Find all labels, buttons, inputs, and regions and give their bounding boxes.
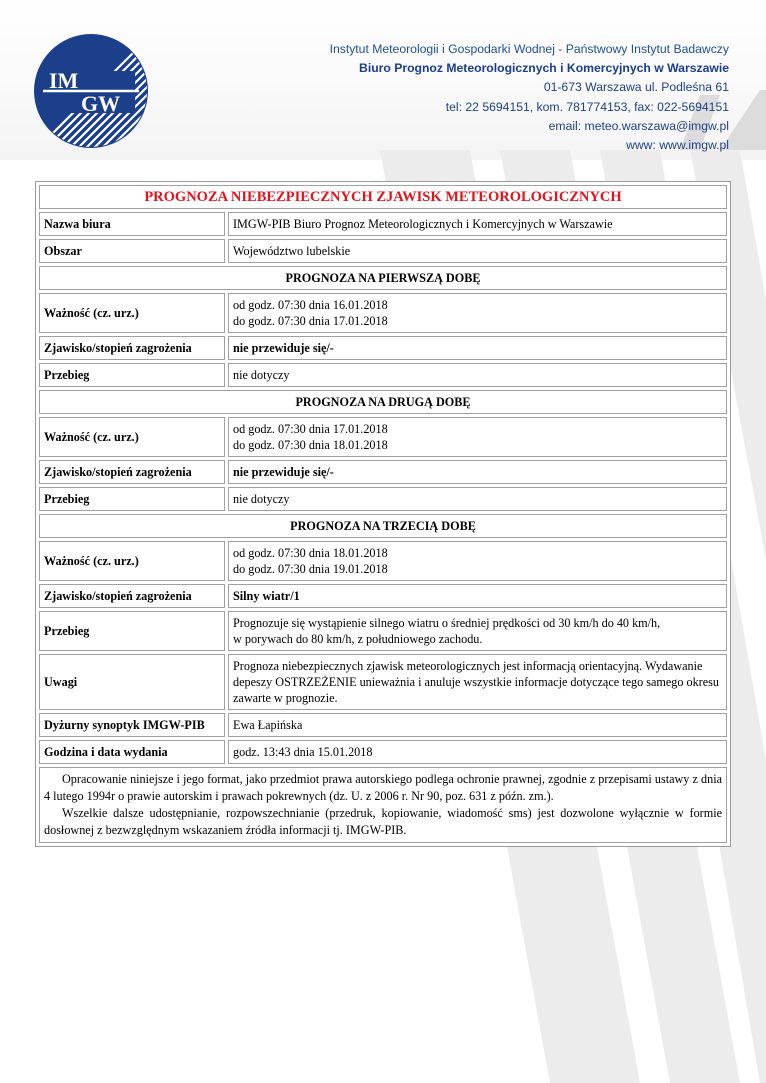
day3-validity-row <box>39 541 727 581</box>
office-phone: tel: 22 5694151, kom. 781774153, fax: 022-5694151 <box>445 99 729 114</box>
issued-row <box>39 740 727 764</box>
office-label: Nazwa biura <box>39 212 225 236</box>
office-row <box>39 212 727 236</box>
day2-heading: PROGNOZA NA DRUGĄ DOBĘ <box>39 390 727 414</box>
validity-value <box>228 541 727 581</box>
forecast-table <box>35 181 731 847</box>
phenomenon-value: nie przewiduje się/- <box>228 460 727 484</box>
course-label: Przebieg <box>39 487 225 511</box>
issued-value: godz. 13:43 dnia 15.01.2018 <box>228 740 727 764</box>
course-label: Przebieg <box>39 363 225 387</box>
validity-from: od godz. 07:30 dnia 17.01.2018 <box>233 422 388 436</box>
validity-label: Ważność (cz. urz.) <box>39 417 225 457</box>
course-value: nie dotyczy <box>228 363 727 387</box>
copyright-paragraph: Opracowanie niniejsze i jego format, jako przedmiot prawa autorskiego podlega ochronie prawnej, zgodnie z przepisami ustawy z dnia 4 lutego 1994r o prawie autorskim i prawach pokrewnych (dz. U. z 2006 r. Nr 90, poz. 631 z późn. zm.). <box>44 772 722 803</box>
day2-course-row <box>39 487 727 511</box>
course-line: Prognozuje się wystąpienie silnego wiatru o średniej prędkości od 30 km/h do 40 km/h, <box>233 616 661 630</box>
validity-label: Ważność (cz. urz.) <box>39 293 225 333</box>
office-value: IMGW-PIB Biuro Prognoz Meteorologicznych i Komercyjnych w Warszawie <box>228 212 727 236</box>
day1-phenomenon-row <box>39 336 727 360</box>
remarks-value: Prognoza niebezpiecznych zjawisk meteorologicznych jest informacją orientacyjną. Wydawanie depeszy OSTRZEŻENIE unieważnia i anuluje wszystkie informacje dotyczące tego samego okresu zawarte w prognozie. <box>228 654 727 710</box>
course-value: nie dotyczy <box>228 487 727 511</box>
validity-value <box>228 293 727 333</box>
validity-value <box>228 417 727 457</box>
duty-row <box>39 713 727 737</box>
document-title: PROGNOZA NIEBEZPIECZNYCH ZJAWISK METEOROLOGICZNYCH <box>39 185 727 209</box>
area-label: Obszar <box>39 239 225 263</box>
day2-validity-row <box>39 417 727 457</box>
letterhead <box>0 0 766 153</box>
validity-to: do godz. 07:30 dnia 17.01.2018 <box>233 314 388 328</box>
copyright-paragraph: Wszelkie dalsze udostępnianie, rozpowszechnianie (przedruk, kopiowanie, wiadomość sms) jest dozwolone wyłącznie w formie dosłownej z bezwzględnym wskazaniem źródła informacji tj. IMGW-PIB. <box>44 806 722 837</box>
copyright-note <box>39 767 727 843</box>
day3-phenomenon-row <box>39 584 727 608</box>
validity-to: do godz. 07:30 dnia 18.01.2018 <box>233 438 388 452</box>
course-value <box>228 611 727 651</box>
course-line: w porywach do 80 km/h, z południowego zachodu. <box>233 632 483 646</box>
day1-validity-row <box>39 293 727 333</box>
office-email[interactable]: email: meteo.warszawa@imgw.pl <box>548 118 729 133</box>
remarks-label: Uwagi <box>39 654 225 710</box>
phenomenon-value: Silny wiatr/1 <box>228 584 727 608</box>
copyright-row <box>39 767 727 843</box>
validity-from: od godz. 07:30 dnia 16.01.2018 <box>233 298 388 312</box>
area-value: Województwo lubelskie <box>228 239 727 263</box>
svg-text:IM: IM <box>49 68 79 93</box>
letterhead-contact <box>330 40 729 155</box>
course-label: Przebieg <box>39 611 225 651</box>
area-row <box>39 239 727 263</box>
phenomenon-label: Zjawisko/stopień zagrożenia <box>39 336 225 360</box>
phenomenon-label: Zjawisko/stopień zagrożenia <box>39 584 225 608</box>
institute-name: Instytut Meteorologii i Gospodarki Wodnej - Państwowy Instytut Badawczy <box>329 42 729 56</box>
day1-heading: PROGNOZA NA PIERWSZĄ DOBĘ <box>39 266 727 290</box>
office-name: Biuro Prognoz Meteorologicznych i Komercyjnych w Warszawie <box>359 61 729 76</box>
validity-label: Ważność (cz. urz.) <box>39 541 225 581</box>
day3-course-row <box>39 611 727 651</box>
office-address: 01-673 Warszawa ul. Podleśna 61 <box>543 80 729 95</box>
day1-course-row <box>39 363 727 387</box>
issued-label: Godzina i data wydania <box>39 740 225 764</box>
duty-label: Dyżurny synoptyk IMGW-PIB <box>39 713 225 737</box>
office-website[interactable]: www: www.imgw.pl <box>626 138 729 153</box>
svg-text:GW: GW <box>81 91 121 116</box>
remarks-row <box>39 654 727 710</box>
imgw-logo <box>33 33 149 149</box>
day2-phenomenon-row <box>39 460 727 484</box>
validity-to: do godz. 07:30 dnia 19.01.2018 <box>233 562 388 576</box>
validity-from: od godz. 07:30 dnia 18.01.2018 <box>233 546 388 560</box>
duty-value: Ewa Łapińska <box>228 713 727 737</box>
phenomenon-label: Zjawisko/stopień zagrożenia <box>39 460 225 484</box>
phenomenon-value: nie przewiduje się/- <box>228 336 727 360</box>
day3-heading: PROGNOZA NA TRZECIĄ DOBĘ <box>39 514 727 538</box>
